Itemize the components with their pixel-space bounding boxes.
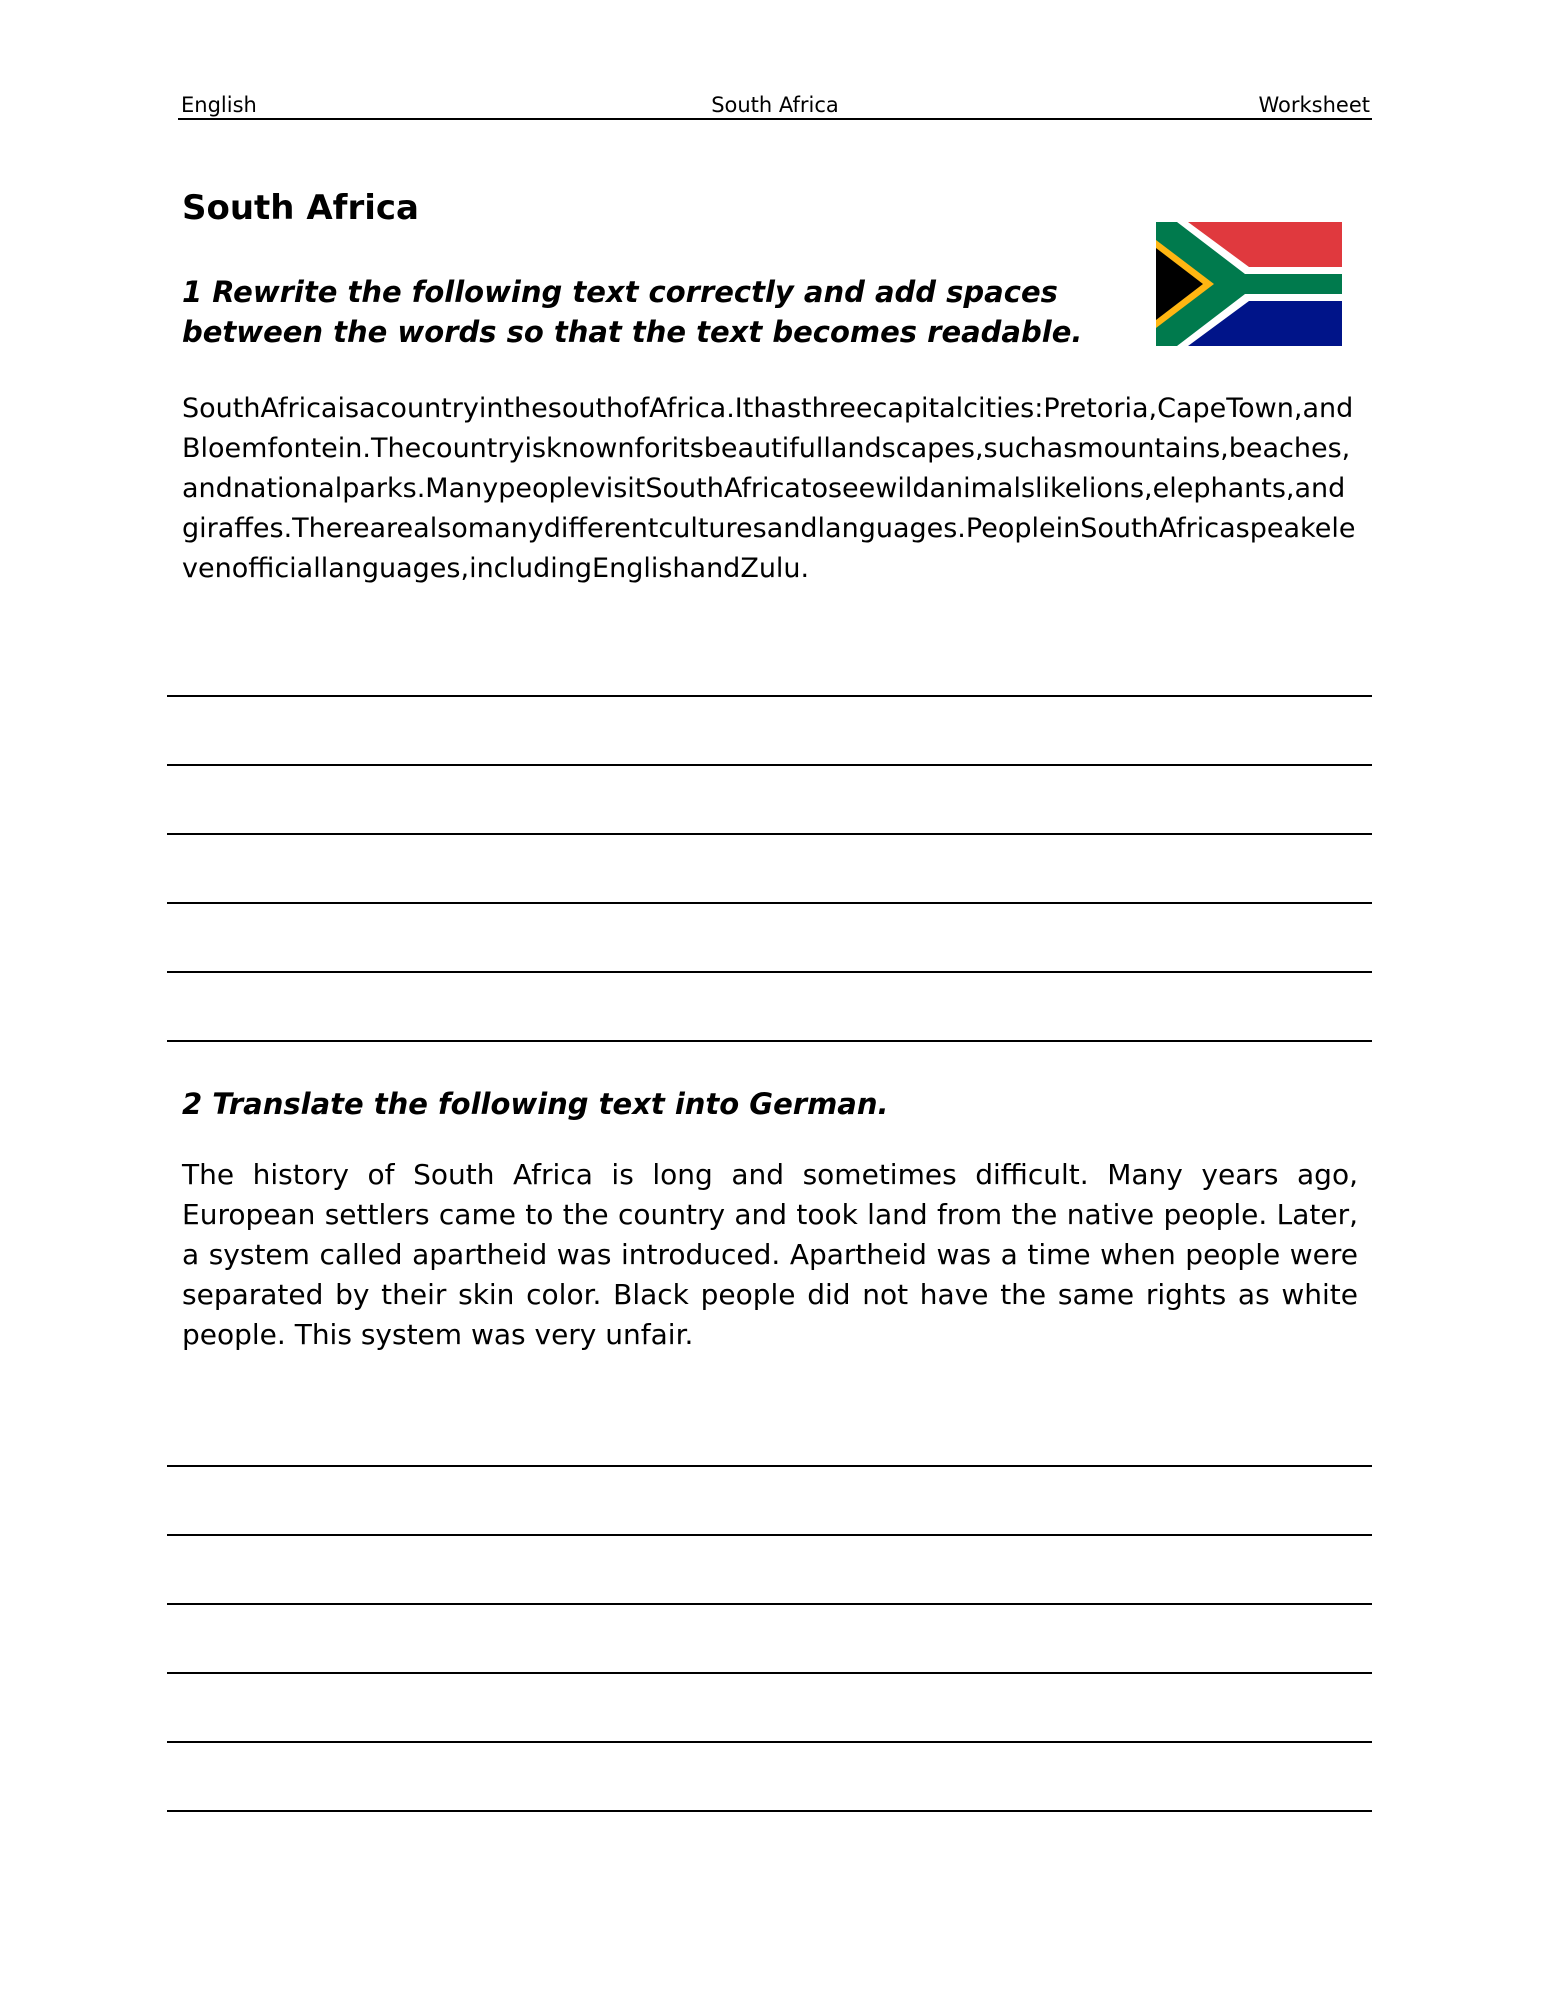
answer-line bbox=[167, 835, 1372, 904]
south-africa-flag-icon bbox=[1156, 222, 1342, 346]
header-subject: English bbox=[181, 93, 257, 117]
answer-line bbox=[167, 697, 1372, 766]
answer-line bbox=[167, 766, 1372, 835]
task2-text: The history of South Africa is long and sometimes difficult. Many years ago, European settlers came to the country and took land from the native people. Later, a system called apartheid was introduced. Apartheid was a time when people were separated by their skin color. Black people did not have the same rights as white people. This system was very unfair. bbox=[182, 1158, 1358, 1351]
page-title: South Africa bbox=[182, 188, 419, 228]
answer-line bbox=[167, 1743, 1372, 1812]
answer-line bbox=[167, 1467, 1372, 1536]
task1-answer-lines bbox=[167, 695, 1372, 1042]
header-topic: South Africa bbox=[711, 93, 839, 117]
task2-answer-lines bbox=[167, 1465, 1372, 1812]
answer-line bbox=[167, 973, 1372, 1042]
page-header bbox=[178, 92, 1372, 120]
answer-line bbox=[167, 904, 1372, 973]
answer-line bbox=[167, 1536, 1372, 1605]
header-type: Worksheet bbox=[1258, 93, 1370, 117]
task2-instruction: 2 Translate the following text into German. bbox=[182, 1087, 889, 1121]
task1-text: SouthAfricaisacountryinthesouthofAfrica.Ithasthreecapitalcities:Pretoria,CapeTown,andBloemfontein.Thecountryisknownforitsbeautifullandscapes,suchasmountains,beaches,andnationalparks.ManypeoplevisitSouthAfricatoseewildanimalslikelions,elephants,andgiraffes.Therearealsomanydifferentculturesandlanguages.PeopleinSouthAfricaspeakelevenofficiallanguages,includingEnglishandZulu. bbox=[182, 393, 1356, 584]
task1-instruction: 1 Rewrite the following text correctly and add spaces between the words so that the text becomes readable. bbox=[182, 275, 1083, 349]
answer-line bbox=[167, 1605, 1372, 1674]
answer-line bbox=[167, 1674, 1372, 1743]
